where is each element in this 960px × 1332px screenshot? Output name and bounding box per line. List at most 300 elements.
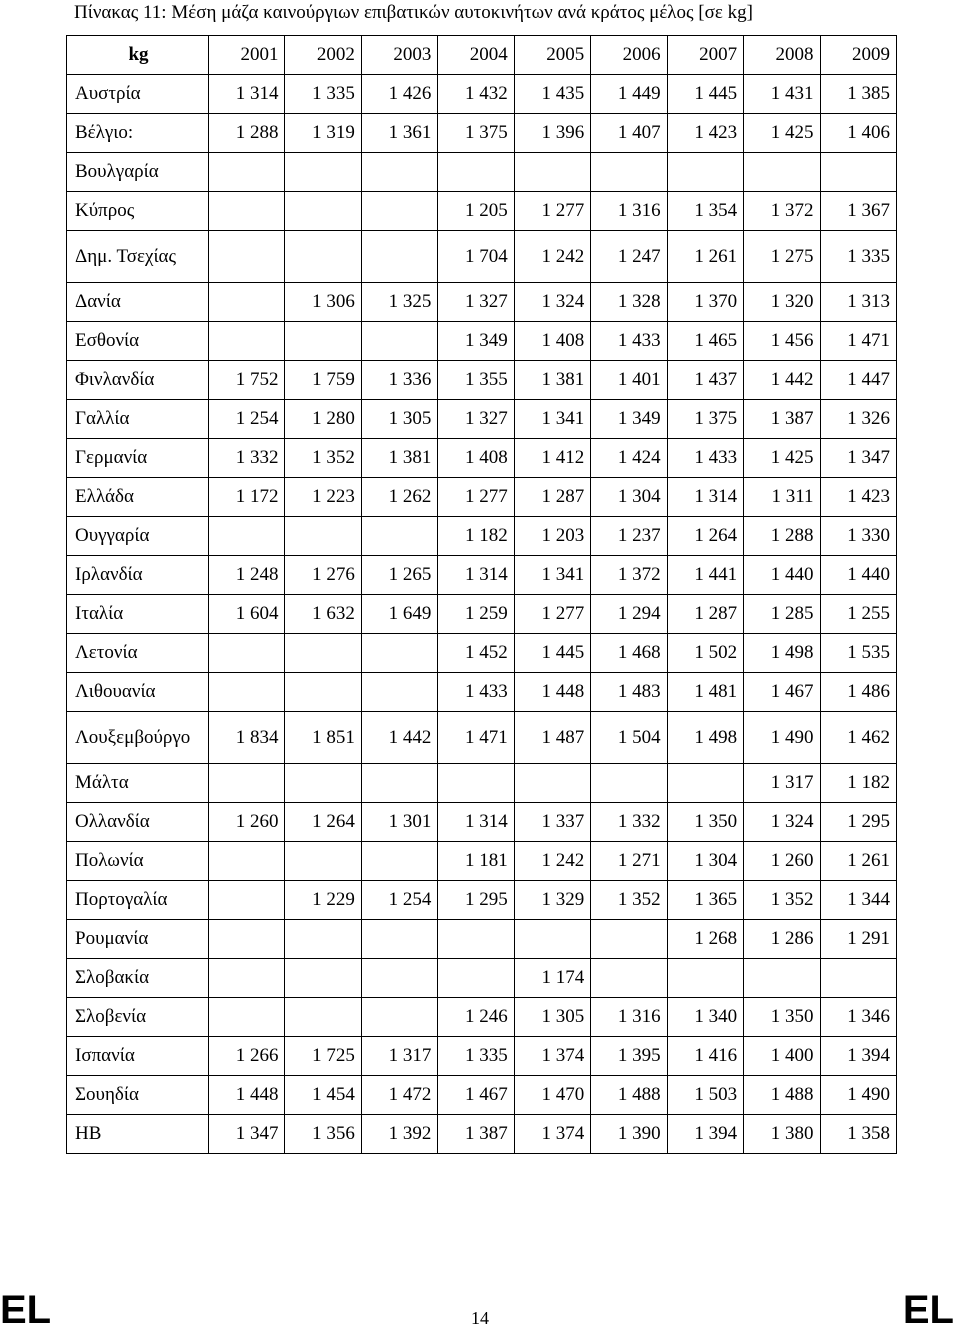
value-cell: 1 294: [591, 595, 667, 634]
value-cell: [591, 764, 667, 803]
value-cell: [667, 764, 743, 803]
value-cell: 1 435: [514, 75, 590, 114]
country-cell: Ουγγαρία: [67, 517, 209, 556]
value-cell: 1 346: [820, 998, 896, 1037]
table-row: [67, 361, 897, 400]
value-cell: 1 447: [820, 361, 896, 400]
value-cell: 1 276: [285, 556, 361, 595]
value-cell: 1 319: [285, 114, 361, 153]
table-row: [67, 556, 897, 595]
value-cell: 1 347: [209, 1115, 285, 1154]
value-cell: 1 313: [820, 283, 896, 322]
value-cell: 1 341: [514, 556, 590, 595]
country-cell: Γαλλία: [67, 400, 209, 439]
value-cell: 1 291: [820, 920, 896, 959]
value-cell: 1 350: [667, 803, 743, 842]
value-cell: 1 448: [209, 1076, 285, 1115]
value-cell: 1 268: [667, 920, 743, 959]
value-cell: 1 412: [514, 439, 590, 478]
value-cell: [591, 153, 667, 192]
value-cell: 1 504: [591, 712, 667, 764]
value-cell: 1 325: [361, 283, 437, 322]
value-cell: 1 834: [209, 712, 285, 764]
value-cell: [667, 959, 743, 998]
value-cell: 1 365: [667, 881, 743, 920]
value-cell: 1 394: [820, 1037, 896, 1076]
value-cell: 1 401: [591, 361, 667, 400]
value-cell: [209, 881, 285, 920]
value-cell: 1 340: [667, 998, 743, 1037]
value-cell: 1 301: [361, 803, 437, 842]
value-cell: 1 632: [285, 595, 361, 634]
value-cell: 1 374: [514, 1115, 590, 1154]
value-cell: 1 425: [744, 114, 820, 153]
value-cell: 1 481: [667, 673, 743, 712]
value-cell: 1 260: [209, 803, 285, 842]
value-cell: [361, 322, 437, 361]
value-cell: 1 265: [361, 556, 437, 595]
value-cell: 1 445: [667, 75, 743, 114]
value-cell: 1 490: [744, 712, 820, 764]
value-cell: [361, 673, 437, 712]
country-cell: Αυστρία: [67, 75, 209, 114]
country-cell: Λετονία: [67, 634, 209, 673]
value-cell: [285, 322, 361, 361]
table-row: [67, 998, 897, 1037]
page-number: 14: [471, 1308, 489, 1328]
value-cell: 1 354: [667, 192, 743, 231]
value-cell: [438, 920, 514, 959]
value-cell: 1 454: [285, 1076, 361, 1115]
country-cell: Βουλγαρία: [67, 153, 209, 192]
value-cell: 1 375: [667, 400, 743, 439]
value-cell: 1 375: [438, 114, 514, 153]
country-cell: ΗΒ: [67, 1115, 209, 1154]
country-cell: Ρουμανία: [67, 920, 209, 959]
country-cell: Ολλανδία: [67, 803, 209, 842]
value-cell: [285, 959, 361, 998]
value-cell: 1 406: [820, 114, 896, 153]
value-cell: 1 229: [285, 881, 361, 920]
table-row: [67, 153, 897, 192]
value-cell: 1 488: [744, 1076, 820, 1115]
value-cell: 1 288: [744, 517, 820, 556]
value-cell: [285, 517, 361, 556]
value-cell: 1 535: [820, 634, 896, 673]
value-cell: [209, 998, 285, 1037]
value-cell: 1 277: [514, 595, 590, 634]
value-cell: [438, 959, 514, 998]
value-cell: 1 335: [285, 75, 361, 114]
table-row: [67, 231, 897, 283]
value-cell: 1 261: [667, 231, 743, 283]
value-cell: 1 372: [591, 556, 667, 595]
table-header-row: [67, 36, 897, 75]
value-cell: 1 237: [591, 517, 667, 556]
value-cell: 1 468: [591, 634, 667, 673]
value-cell: [209, 959, 285, 998]
value-cell: 1 248: [209, 556, 285, 595]
value-cell: 1 437: [667, 361, 743, 400]
value-cell: 1 327: [438, 283, 514, 322]
value-cell: 1 432: [438, 75, 514, 114]
value-cell: 1 385: [820, 75, 896, 114]
country-cell: Βέλγιο:: [67, 114, 209, 153]
value-cell: [209, 673, 285, 712]
value-cell: 1 287: [667, 595, 743, 634]
value-cell: 1 456: [744, 322, 820, 361]
value-cell: 1 431: [744, 75, 820, 114]
value-cell: [285, 764, 361, 803]
value-cell: 1 370: [667, 283, 743, 322]
table-row: [67, 192, 897, 231]
value-cell: 1 442: [361, 712, 437, 764]
value-cell: 1 304: [667, 842, 743, 881]
value-cell: 1 752: [209, 361, 285, 400]
value-cell: [361, 959, 437, 998]
value-cell: [361, 764, 437, 803]
value-cell: 1 255: [820, 595, 896, 634]
value-cell: 1 445: [514, 634, 590, 673]
value-cell: 1 205: [438, 192, 514, 231]
value-cell: 1 361: [361, 114, 437, 153]
value-cell: 1 759: [285, 361, 361, 400]
value-cell: 1 280: [285, 400, 361, 439]
value-cell: 1 335: [438, 1037, 514, 1076]
table-row: [67, 959, 897, 998]
value-cell: 1 320: [744, 283, 820, 322]
table-caption: Πίνακας 11: Μέση μάζα καινούργιων επιβατικών αυτοκινήτων ανά κράτος μέλος [σε kg]: [74, 2, 753, 23]
table-row: [67, 517, 897, 556]
value-cell: 1 285: [744, 595, 820, 634]
header-unit-cell: kg: [67, 36, 209, 75]
value-cell: [209, 283, 285, 322]
value-cell: [209, 764, 285, 803]
value-cell: 1 490: [820, 1076, 896, 1115]
value-cell: 1 395: [591, 1037, 667, 1076]
value-cell: 1 246: [438, 998, 514, 1037]
value-cell: 1 260: [744, 842, 820, 881]
value-cell: 1 390: [591, 1115, 667, 1154]
value-cell: 1 311: [744, 478, 820, 517]
value-cell: 1 277: [514, 192, 590, 231]
value-cell: [438, 764, 514, 803]
value-cell: 1 387: [744, 400, 820, 439]
value-cell: 1 498: [667, 712, 743, 764]
value-cell: 1 295: [438, 881, 514, 920]
country-cell: Δημ. Τσεχίας: [67, 231, 209, 283]
footer-language-code-right: EL: [902, 1288, 954, 1332]
value-cell: 1 242: [514, 231, 590, 283]
value-cell: 1 288: [209, 114, 285, 153]
value-cell: 1 440: [820, 556, 896, 595]
value-cell: [285, 998, 361, 1037]
value-cell: 1 442: [744, 361, 820, 400]
value-cell: 1 392: [361, 1115, 437, 1154]
value-cell: 1 433: [438, 673, 514, 712]
value-cell: 1 336: [361, 361, 437, 400]
value-cell: 1 335: [820, 231, 896, 283]
country-cell: Ισπανία: [67, 1037, 209, 1076]
value-cell: 1 344: [820, 881, 896, 920]
country-cell: Φινλανδία: [67, 361, 209, 400]
country-cell: Λιθουανία: [67, 673, 209, 712]
value-cell: 1 316: [591, 998, 667, 1037]
value-cell: 1 329: [514, 881, 590, 920]
value-cell: 1 433: [591, 322, 667, 361]
value-cell: 1 462: [820, 712, 896, 764]
value-cell: 1 400: [744, 1037, 820, 1076]
country-cell: Πορτογαλία: [67, 881, 209, 920]
header-year-cell: 2001: [209, 36, 285, 75]
value-cell: 1 266: [209, 1037, 285, 1076]
value-cell: 1 426: [361, 75, 437, 114]
value-cell: 1 305: [514, 998, 590, 1037]
value-cell: 1 271: [591, 842, 667, 881]
value-cell: 1 433: [667, 439, 743, 478]
value-cell: 1 259: [438, 595, 514, 634]
value-cell: 1 416: [667, 1037, 743, 1076]
value-cell: 1 372: [744, 192, 820, 231]
value-cell: 1 317: [361, 1037, 437, 1076]
value-cell: 1 449: [591, 75, 667, 114]
value-cell: 1 304: [591, 478, 667, 517]
value-cell: 1 223: [285, 478, 361, 517]
footer-language-code-left: EL: [0, 1288, 52, 1332]
table-row: [67, 1076, 897, 1115]
value-cell: 1 242: [514, 842, 590, 881]
country-cell: Ιταλία: [67, 595, 209, 634]
value-cell: [361, 231, 437, 283]
header-year-cell: 2003: [361, 36, 437, 75]
table-row: [67, 75, 897, 114]
value-cell: 1 452: [438, 634, 514, 673]
value-cell: 1 317: [744, 764, 820, 803]
value-cell: 1 287: [514, 478, 590, 517]
value-cell: 1 306: [285, 283, 361, 322]
value-cell: 1 467: [744, 673, 820, 712]
value-cell: [209, 153, 285, 192]
value-cell: [209, 322, 285, 361]
value-cell: 1 704: [438, 231, 514, 283]
value-cell: [591, 959, 667, 998]
value-cell: 1 380: [744, 1115, 820, 1154]
table-row: [67, 673, 897, 712]
country-cell: Σουηδία: [67, 1076, 209, 1115]
value-cell: 1 471: [820, 322, 896, 361]
country-cell: Σλοβακία: [67, 959, 209, 998]
value-cell: 1 483: [591, 673, 667, 712]
table-row: [67, 803, 897, 842]
value-cell: 1 174: [514, 959, 590, 998]
country-cell: Γερμανία: [67, 439, 209, 478]
value-cell: 1 358: [820, 1115, 896, 1154]
value-cell: 1 349: [591, 400, 667, 439]
value-cell: 1 247: [591, 231, 667, 283]
table-row: [67, 1037, 897, 1076]
value-cell: 1 314: [209, 75, 285, 114]
value-cell: 1 851: [285, 712, 361, 764]
value-cell: 1 470: [514, 1076, 590, 1115]
value-cell: 1 440: [744, 556, 820, 595]
value-cell: 1 316: [591, 192, 667, 231]
value-cell: 1 349: [438, 322, 514, 361]
table-row: [67, 400, 897, 439]
value-cell: 1 486: [820, 673, 896, 712]
value-cell: 1 356: [285, 1115, 361, 1154]
value-cell: 1 330: [820, 517, 896, 556]
value-cell: 1 407: [591, 114, 667, 153]
value-cell: [285, 153, 361, 192]
value-cell: 1 182: [438, 517, 514, 556]
table-row: [67, 712, 897, 764]
value-cell: 1 328: [591, 283, 667, 322]
value-cell: 1 423: [667, 114, 743, 153]
value-cell: 1 172: [209, 478, 285, 517]
value-cell: [514, 920, 590, 959]
value-cell: 1 324: [514, 283, 590, 322]
value-cell: 1 367: [820, 192, 896, 231]
value-cell: 1 423: [820, 478, 896, 517]
value-cell: 1 341: [514, 400, 590, 439]
value-cell: 1 286: [744, 920, 820, 959]
table-row: [67, 439, 897, 478]
value-cell: 1 332: [209, 439, 285, 478]
value-cell: 1 314: [667, 478, 743, 517]
value-cell: 1 264: [667, 517, 743, 556]
value-cell: [285, 634, 361, 673]
value-cell: 1 441: [667, 556, 743, 595]
value-cell: 1 352: [285, 439, 361, 478]
value-cell: [744, 153, 820, 192]
value-cell: 1 387: [438, 1115, 514, 1154]
value-cell: 1 465: [667, 322, 743, 361]
value-cell: 1 408: [438, 439, 514, 478]
country-cell: Ελλάδα: [67, 478, 209, 517]
value-cell: 1 472: [361, 1076, 437, 1115]
value-cell: 1 264: [285, 803, 361, 842]
value-cell: [285, 920, 361, 959]
table-row: [67, 478, 897, 517]
value-cell: 1 327: [438, 400, 514, 439]
value-cell: 1 424: [591, 439, 667, 478]
country-cell: Ιρλανδία: [67, 556, 209, 595]
country-cell: Σλοβενία: [67, 998, 209, 1037]
value-cell: 1 305: [361, 400, 437, 439]
value-cell: 1 314: [438, 556, 514, 595]
table-row: [67, 1115, 897, 1154]
value-cell: [361, 634, 437, 673]
value-cell: 1 261: [820, 842, 896, 881]
value-cell: 1 488: [591, 1076, 667, 1115]
country-cell: Λουξεμβούργο: [67, 712, 209, 764]
value-cell: 1 350: [744, 998, 820, 1037]
value-cell: [591, 920, 667, 959]
value-cell: 1 502: [667, 634, 743, 673]
table-body: [67, 36, 897, 1154]
value-cell: 1 381: [361, 439, 437, 478]
value-cell: 1 332: [591, 803, 667, 842]
country-cell: Δανία: [67, 283, 209, 322]
header-year-cell: 2002: [285, 36, 361, 75]
value-cell: 1 425: [744, 439, 820, 478]
country-cell: Κύπρος: [67, 192, 209, 231]
value-cell: [438, 153, 514, 192]
value-cell: 1 275: [744, 231, 820, 283]
value-cell: [285, 842, 361, 881]
value-cell: [514, 764, 590, 803]
value-cell: 1 352: [591, 881, 667, 920]
table-row: [67, 283, 897, 322]
value-cell: 1 203: [514, 517, 590, 556]
table-row: [67, 114, 897, 153]
value-cell: 1 277: [438, 478, 514, 517]
value-cell: 1 352: [744, 881, 820, 920]
value-cell: 1 314: [438, 803, 514, 842]
table-row: [67, 881, 897, 920]
value-cell: [361, 842, 437, 881]
header-year-cell: 2004: [438, 36, 514, 75]
value-cell: 1 649: [361, 595, 437, 634]
value-cell: [667, 153, 743, 192]
header-year-cell: 2008: [744, 36, 820, 75]
value-cell: 1 262: [361, 478, 437, 517]
value-cell: 1 374: [514, 1037, 590, 1076]
header-year-cell: 2009: [820, 36, 896, 75]
table-row: [67, 322, 897, 361]
value-cell: [209, 920, 285, 959]
value-cell: 1 394: [667, 1115, 743, 1154]
value-cell: 1 347: [820, 439, 896, 478]
header-year-cell: 2007: [667, 36, 743, 75]
value-cell: [514, 153, 590, 192]
value-cell: 1 487: [514, 712, 590, 764]
value-cell: 1 467: [438, 1076, 514, 1115]
value-cell: 1 337: [514, 803, 590, 842]
value-cell: 1 324: [744, 803, 820, 842]
value-cell: 1 725: [285, 1037, 361, 1076]
value-cell: 1 181: [438, 842, 514, 881]
value-cell: [285, 192, 361, 231]
value-cell: [209, 517, 285, 556]
table-row: [67, 595, 897, 634]
value-cell: [361, 192, 437, 231]
value-cell: 1 604: [209, 595, 285, 634]
value-cell: [209, 842, 285, 881]
value-cell: [285, 231, 361, 283]
table-row: [67, 634, 897, 673]
value-cell: 1 326: [820, 400, 896, 439]
value-cell: 1 408: [514, 322, 590, 361]
table-row: [67, 764, 897, 803]
value-cell: 1 182: [820, 764, 896, 803]
value-cell: 1 448: [514, 673, 590, 712]
header-year-cell: 2006: [591, 36, 667, 75]
value-cell: 1 503: [667, 1076, 743, 1115]
vehicle-mass-table: [66, 35, 897, 1154]
value-cell: 1 498: [744, 634, 820, 673]
country-cell: Εσθονία: [67, 322, 209, 361]
value-cell: [209, 192, 285, 231]
value-cell: 1 355: [438, 361, 514, 400]
country-cell: Μάλτα: [67, 764, 209, 803]
value-cell: [361, 920, 437, 959]
value-cell: [285, 673, 361, 712]
header-year-cell: 2005: [514, 36, 590, 75]
value-cell: [361, 517, 437, 556]
country-cell: Πολωνία: [67, 842, 209, 881]
value-cell: 1 396: [514, 114, 590, 153]
